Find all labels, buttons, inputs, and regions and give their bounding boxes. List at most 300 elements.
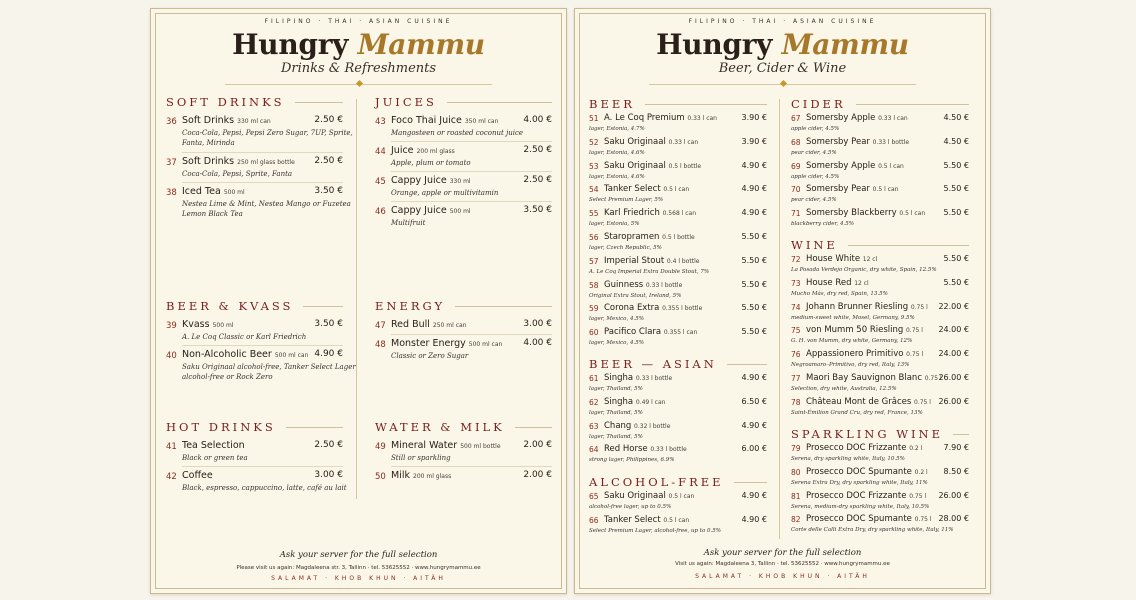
item-price: 26.00 € <box>938 396 969 406</box>
item-number: 38 <box>166 188 177 198</box>
item-description: lager, Mexico, 4.5% <box>589 340 644 347</box>
section-rule <box>645 104 767 105</box>
item-price: 8.50 € <box>943 466 969 476</box>
item-number: 47 <box>375 321 386 331</box>
section-header <box>375 420 552 436</box>
item-name-text: Saku Originaal <box>604 491 666 501</box>
item-price: 2.00 € <box>523 470 552 480</box>
item-number: 67 <box>791 114 801 123</box>
beer-cider-wine-menu-card <box>574 8 991 594</box>
item-name <box>391 440 501 451</box>
item-name-text: Soft Drinks <box>182 156 235 167</box>
item-divider <box>182 345 343 346</box>
item-number: 69 <box>791 161 801 171</box>
item-name-text: Cappy Juice <box>391 175 447 186</box>
item-divider <box>391 201 552 202</box>
section-rule <box>447 102 552 103</box>
item-size: 0.75 l <box>906 351 924 359</box>
item-name-text: Coffee <box>182 470 213 481</box>
item-name-text: Soft Drinks <box>182 115 235 126</box>
item-name <box>806 443 922 453</box>
item-number: 66 <box>589 515 599 525</box>
item-description: Mucho Más, dry red, Spain, 13.5% <box>791 290 888 297</box>
item-price: 3.50 € <box>314 186 343 196</box>
item-name-text: House White <box>806 254 861 264</box>
item-divider <box>182 182 343 183</box>
item-price: 3.00 € <box>523 319 552 329</box>
item-price: 4.90 € <box>741 184 767 194</box>
item-price: 28.00 € <box>938 514 969 524</box>
item-name-text: Tea Selection <box>182 440 245 451</box>
item-number: 76 <box>791 350 801 360</box>
item-size: 500 ml can <box>468 341 503 348</box>
item-price: 6.00 € <box>741 444 767 454</box>
item-name <box>604 327 697 337</box>
item-name <box>806 208 925 218</box>
item-price: 4.00 € <box>523 115 552 125</box>
item-size: 330 ml <box>449 178 471 185</box>
item-name <box>182 319 233 330</box>
item-name <box>604 280 682 290</box>
section-rule <box>727 364 767 365</box>
item-name <box>806 278 869 288</box>
item-name-text: Château Mont de Grâces <box>806 396 912 407</box>
item-size: 500 ml <box>223 189 245 196</box>
visit-line: Please visit us again: Magdaleena str. 3, Tallinn · tel. 53625552 · www.hungrymammu.ee <box>236 565 481 571</box>
item-name-text: Kvass <box>182 319 210 330</box>
item-name <box>604 515 689 525</box>
item-name <box>182 440 245 451</box>
item-name <box>806 373 942 383</box>
item-price: 5.50 € <box>943 254 969 263</box>
item-number: 49 <box>375 442 386 452</box>
item-price: 2.50 € <box>523 175 552 185</box>
item-description: Negroamaro–Primitivo, dry red, Italy, 13% <box>791 362 910 369</box>
item-number: 70 <box>791 185 801 195</box>
section-header <box>166 299 343 315</box>
item-size: 500 ml <box>449 208 471 215</box>
section-rule <box>455 306 552 307</box>
item-description: lager, Czech Republic, 5% <box>589 245 662 251</box>
item-price: 5.50 € <box>943 160 969 170</box>
item-name-text: Somersby Pear <box>806 184 870 195</box>
item-name <box>806 325 923 335</box>
item-description: blackberry cider, 4.5% <box>791 221 854 228</box>
item-price: 5.50 € <box>943 277 969 287</box>
item-description: medium-sweet white, Mosel, Germany, 9.5% <box>791 314 915 321</box>
item-size: 350 ml can <box>464 118 499 125</box>
item-name <box>806 302 928 312</box>
item-price: 5.50 € <box>741 303 767 313</box>
item-name <box>391 338 502 349</box>
item-description: Select Premium Lager, alcohol-free, up to 0.5% <box>589 527 721 534</box>
item-name <box>806 161 904 171</box>
item-number: 50 <box>375 472 386 482</box>
right-column <box>375 95 552 515</box>
item-name <box>182 156 295 167</box>
item-name <box>182 186 245 197</box>
item-divider <box>391 171 552 172</box>
item-name <box>604 137 698 147</box>
item-number: 81 <box>791 491 801 501</box>
item-price: 3.50 € <box>523 205 552 215</box>
item-price: 7.90 € <box>943 443 969 452</box>
item-name-text: Johann Brunner Riesling <box>806 301 909 312</box>
item-number: 39 <box>166 321 177 331</box>
item-size: 0.33 l bottle <box>872 138 910 146</box>
section-rule <box>734 482 767 483</box>
item-name <box>806 397 931 407</box>
item-description: A. Le Coq Classic or Karl Friedrich <box>182 333 307 341</box>
item-number: 51 <box>589 114 599 123</box>
item-size: 0.2 l <box>914 468 928 476</box>
item-name <box>391 205 471 216</box>
item-description-continued: Lemon Black Tea <box>182 210 243 218</box>
item-name <box>391 319 466 330</box>
item-description: strong lager, Philippines, 6.9% <box>589 457 675 464</box>
item-name <box>604 208 696 218</box>
item-price: 5.50 € <box>943 208 969 218</box>
section-header <box>791 427 969 443</box>
item-size: 0.5 l can <box>872 186 899 194</box>
item-size: 0.33 l can <box>668 138 699 146</box>
item-number: 73 <box>791 278 801 288</box>
item-size: 0.355 l bottle <box>662 305 703 313</box>
item-name <box>391 470 451 481</box>
brand-logo <box>575 28 990 61</box>
item-description: pear cider, 4.5% <box>791 197 837 204</box>
item-price: 22.00 € <box>938 301 969 311</box>
section-rule <box>856 104 969 105</box>
menu-subtitle: Beer, Cider & Wine <box>718 61 847 76</box>
column-divider <box>356 99 357 499</box>
cuisine-eyebrow: FILIPINO · THAI · ASIAN CUISINE <box>688 18 877 25</box>
section-title: WINE <box>791 238 838 252</box>
item-name <box>806 349 923 359</box>
item-name <box>806 184 898 194</box>
item-number: 42 <box>166 472 177 482</box>
item-number: 79 <box>791 444 801 453</box>
item-number: 60 <box>589 328 599 338</box>
left-column <box>589 97 767 537</box>
item-description: Selection, dry white, Australia, 12.5% <box>791 386 897 392</box>
item-description: lager, Thailand, 5% <box>589 409 643 416</box>
section-header <box>166 95 343 111</box>
brand-name-accent: Mammu <box>357 28 485 61</box>
item-name-text: Mineral Water <box>391 440 458 451</box>
section-header <box>791 97 969 113</box>
section-title: ALCOHOL-FREE <box>589 475 724 489</box>
item-size: 0.5 l bottle <box>662 234 695 241</box>
item-size: 250 ml can <box>432 322 467 329</box>
brand-name-accent: Mammu <box>781 28 909 61</box>
item-price: 4.50 € <box>943 136 969 146</box>
item-description: Coca-Cola, Pepsi, Pepsi Zero Sugar, 7UP, Sprite, <box>182 129 353 137</box>
section-header <box>375 95 552 111</box>
section-rule <box>848 245 969 246</box>
item-size: 0.4 l bottle <box>666 257 700 265</box>
item-name-text: Prosecco DOC Frizzante <box>806 490 907 501</box>
item-description: Still or sparkling <box>391 454 451 462</box>
section-title: BEER — ASIAN <box>589 357 717 371</box>
item-number: 37 <box>166 158 177 168</box>
item-number: 58 <box>589 280 599 290</box>
goodbye-line: SALAMAT · KHOB KHUN · AITÄH <box>271 575 446 582</box>
item-number: 56 <box>589 233 599 242</box>
item-size: 0.33 l can <box>878 115 908 122</box>
item-number: 46 <box>375 207 386 217</box>
item-description: Original Extra Stout, Ireland, 5% <box>589 292 682 299</box>
item-description: Black, espresso, cappuccino, latte, café au lait <box>182 484 347 492</box>
item-price: 2.00 € <box>523 440 552 450</box>
item-name <box>182 115 271 126</box>
section-header <box>375 299 552 315</box>
item-divider <box>182 466 343 467</box>
item-size: 500 ml can <box>274 352 309 359</box>
item-divider <box>391 141 552 142</box>
item-number: 68 <box>791 137 801 147</box>
diamond-ornament-icon <box>649 81 916 89</box>
item-number: 59 <box>589 304 599 314</box>
section-title: WATER & MILK <box>375 420 505 434</box>
item-name <box>604 303 702 313</box>
item-size: 0.33 l can <box>687 115 717 122</box>
item-number: 78 <box>791 397 801 407</box>
item-name-text: Chang <box>604 420 632 431</box>
item-name-text: Singha <box>604 373 634 383</box>
item-number: 41 <box>166 442 177 452</box>
item-description: pear cider, 4.5% <box>791 149 837 156</box>
item-size: 330 ml can <box>237 118 271 125</box>
item-number: 65 <box>589 492 599 501</box>
item-name <box>604 444 687 454</box>
item-description: alcohol-free lager, up to 0.5% <box>589 504 672 510</box>
item-name-text: Somersby Pear <box>806 136 870 147</box>
item-name-text: House Red <box>806 277 852 288</box>
item-name <box>604 113 717 123</box>
item-size: 250 ml glass bottle <box>237 159 295 166</box>
item-price: 24.00 € <box>938 325 969 335</box>
item-divider <box>391 334 552 335</box>
item-size: 200 ml glass <box>413 473 452 480</box>
item-name <box>604 421 670 431</box>
item-name <box>806 514 932 524</box>
item-size: 0.355 l can <box>663 329 698 337</box>
item-size: 500 ml <box>212 322 234 329</box>
item-description: Select Premium Lager, 5% <box>589 197 664 204</box>
item-size: 0.75 l <box>914 398 931 406</box>
item-description: lager, Estonia, 4.7% <box>589 126 645 132</box>
item-name-text: Cappy Juice <box>391 205 447 216</box>
item-name <box>604 373 672 383</box>
item-description: La Posada Verdejo Organic, dry white, Spain, 12.5% <box>791 267 937 273</box>
item-description: apple cider, 4.5% <box>791 126 840 132</box>
item-name-text: Iced Tea <box>182 186 221 197</box>
ask-server-note: Ask your server for the full selection <box>703 548 862 558</box>
item-description-continued: Fanta, Mirinda <box>182 139 235 147</box>
item-description: lager, Mexico, 4.5% <box>589 316 644 323</box>
item-name-text: Singha <box>604 396 634 407</box>
item-number: 80 <box>791 467 801 477</box>
item-size: 12 cl <box>862 256 878 263</box>
drinks-menu-card <box>150 8 567 594</box>
item-number: 55 <box>589 209 599 219</box>
item-number: 82 <box>791 515 801 525</box>
item-number: 43 <box>375 117 386 127</box>
item-price: 5.50 € <box>741 255 767 265</box>
item-price: 3.90 € <box>741 113 767 122</box>
item-name <box>806 113 908 123</box>
item-number: 57 <box>589 256 599 266</box>
item-name-text: Tanker Select <box>604 514 661 525</box>
item-name-text: Guinness <box>604 279 644 290</box>
item-name-text: Non-Alcoholic Beer <box>182 349 272 360</box>
item-number: 74 <box>791 302 801 312</box>
item-name-text: Pacifico Clara <box>604 327 662 338</box>
section-title: CIDER <box>791 97 846 111</box>
item-divider <box>391 466 552 467</box>
item-size: 0.2 l <box>909 445 923 452</box>
item-name-text: Red Horse <box>604 444 648 455</box>
item-price: 6.50 € <box>741 396 767 406</box>
item-size: 200 ml glass <box>416 148 455 155</box>
item-description: Corte delle Calli Extra Dry, dry sparkling white, Italy, 11% <box>791 527 954 534</box>
item-name-text: Corona Extra <box>604 303 660 314</box>
item-number: 75 <box>791 326 801 336</box>
item-name <box>604 184 689 194</box>
item-name-text: Saku Originaal <box>604 160 666 171</box>
item-size: 0.75 l <box>914 516 932 524</box>
brand-name-part: Hungry <box>656 28 782 61</box>
item-number: 71 <box>791 209 801 219</box>
item-description: A. Le Coq Imperial Extra Double Stout, 7% <box>589 268 710 275</box>
item-description: Apple, plum or tomato <box>391 159 471 167</box>
item-name-text: Imperial Stout <box>604 255 665 266</box>
item-size: 0.5 l can <box>878 162 904 170</box>
section-rule <box>515 427 552 428</box>
left-column <box>166 95 356 515</box>
ask-server-note: Ask your server for the full selection <box>279 550 438 560</box>
item-name <box>806 467 928 477</box>
item-number: 61 <box>589 374 599 383</box>
item-size: 12 cl <box>854 279 869 287</box>
item-number: 63 <box>589 421 599 431</box>
item-name-text: Prosecco DOC Spumante <box>806 514 912 525</box>
item-price: 24.00 € <box>938 349 969 359</box>
section-title: BEER & KVASS <box>166 299 294 313</box>
item-price: 4.90 € <box>741 160 767 170</box>
item-description: lager, Estonia, 4.6% <box>589 173 645 180</box>
goodbye-line: SALAMAT · KHOB KHUN · AITÄH <box>695 573 870 580</box>
item-description: Mangosteen or roasted coconut juice <box>391 129 524 137</box>
item-price: 4.50 € <box>943 113 969 122</box>
cuisine-eyebrow: FILIPINO · THAI · ASIAN CUISINE <box>264 18 453 25</box>
item-price: 3.00 € <box>314 470 343 480</box>
item-price: 2.50 € <box>314 440 343 450</box>
item-name-text: Tanker Select <box>604 184 661 195</box>
item-price: 26.00 € <box>938 373 969 382</box>
item-size: 0.75 l <box>924 375 942 382</box>
item-price: 3.90 € <box>741 136 767 146</box>
item-name <box>391 145 455 156</box>
item-size: 0.5 l can <box>899 210 926 218</box>
item-number: 40 <box>166 351 177 361</box>
item-name-text: Prosecco DOC Spumante <box>806 466 912 477</box>
section-header <box>589 357 767 373</box>
section-title: SOFT DRINKS <box>166 95 285 109</box>
item-size: 0.49 l can <box>635 398 666 406</box>
item-price: 5.50 € <box>741 279 767 289</box>
item-number: 36 <box>166 117 177 127</box>
section-rule <box>286 427 343 428</box>
item-size: 0.33 l bottle <box>645 281 683 289</box>
item-description: lager, Estonia, 5% <box>589 221 640 228</box>
section-header <box>589 97 767 113</box>
visit-line: Visit us again: Magdaleena 3, Tallinn · tel. 53625552 · www.hungrymammu.ee <box>675 561 890 567</box>
item-description: lager, Thailand, 5% <box>589 386 643 392</box>
item-price: 4.90 € <box>741 514 767 524</box>
item-size: 0.33 l bottle <box>635 375 673 382</box>
item-name-text: Somersby Apple <box>806 160 876 171</box>
item-name <box>391 175 471 186</box>
item-price: 4.90 € <box>314 349 343 359</box>
item-description: Saku Originaal alcohol-free, Tanker Select Lager <box>182 363 356 371</box>
item-number: 52 <box>589 137 599 147</box>
item-price: 4.90 € <box>741 420 767 430</box>
item-price: 2.50 € <box>314 115 343 125</box>
item-price: 4.90 € <box>741 373 767 382</box>
item-name <box>604 232 695 242</box>
item-name-text: A. Le Coq Premium <box>604 113 685 123</box>
item-description: Classic or Zero Sugar <box>391 352 469 360</box>
item-name <box>806 491 926 501</box>
item-price: 3.50 € <box>314 319 343 329</box>
item-number: 54 <box>589 185 599 195</box>
section-title: HOT DRINKS <box>166 420 276 434</box>
item-number: 53 <box>589 161 599 171</box>
section-title: ENERGY <box>375 299 446 313</box>
item-number: 48 <box>375 340 386 350</box>
item-size: 0.75 l <box>905 327 923 335</box>
item-description: Orange, apple or multivitamin <box>391 189 499 197</box>
item-name-text: Maori Bay Sauvignon Blanc <box>806 373 922 383</box>
section-rule <box>953 434 969 435</box>
item-name-text: Somersby Blackberry <box>806 208 897 219</box>
menu-subtitle: Drinks & Refreshments <box>280 61 437 76</box>
section-rule <box>303 306 343 307</box>
item-name-text: Appassionero Primitivo <box>806 349 904 360</box>
item-size: 0.75 l <box>909 492 927 500</box>
item-name <box>604 397 665 407</box>
item-name-text: Red Bull <box>391 319 430 330</box>
item-number: 45 <box>375 177 386 187</box>
item-description: Coca-Cola, Pepsi, Sprite, Fanta <box>182 170 293 178</box>
section-title: SPARKLING WINE <box>791 427 944 441</box>
item-size: 0.5 l can <box>668 493 695 500</box>
item-name-text: von Mumm 50 Riesling <box>806 325 904 336</box>
item-number: 62 <box>589 397 599 407</box>
item-description: lager, Estonia, 4.6% <box>589 149 645 156</box>
section-header <box>791 238 969 254</box>
item-name <box>182 470 213 481</box>
item-number: 72 <box>791 255 801 264</box>
item-description: Serena, dry sparkling white, Italy, 10.5% <box>791 456 905 462</box>
item-number: 64 <box>589 445 599 455</box>
item-price: 5.50 € <box>741 327 767 337</box>
item-description: lager, Thailand, 5% <box>589 433 643 440</box>
item-number: 77 <box>791 374 801 383</box>
item-description: Nestea Lime & Mint, Nestea Mango or Fuzetea <box>182 200 351 208</box>
